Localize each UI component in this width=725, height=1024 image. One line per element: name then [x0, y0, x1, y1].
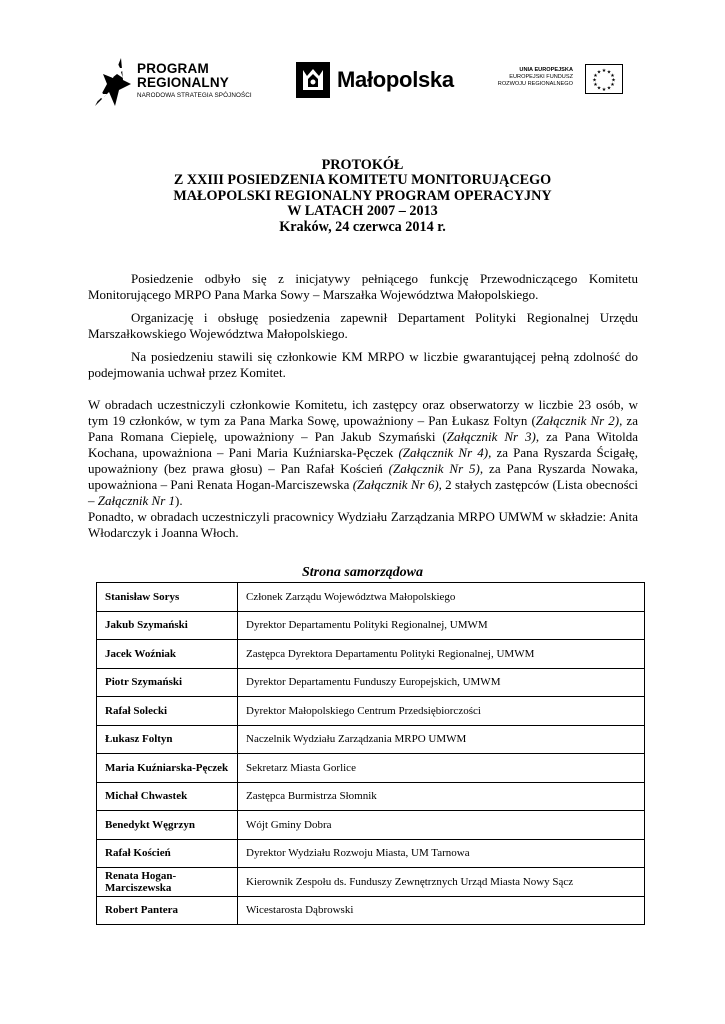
table-row	[97, 668, 645, 697]
attachment-ref: (Załącznik Nr 4),	[398, 445, 492, 460]
title-line-3: MAŁOPOLSKI REGIONALNY PROGRAM OPERACYJNY	[173, 187, 552, 204]
member-role: Zastępca Burmistrza Słomnik	[238, 782, 645, 811]
paragraph-5: Ponadto, w obradach uczestniczyli pracownicy Wydziału Zarządzania MRPO UMWM w składzie: Anita Włodarczyk i Joanna Włoch.	[88, 509, 638, 540]
member-name: Piotr Szymański	[97, 668, 238, 697]
attachment-ref: – Załącznik Nr 1	[88, 493, 176, 508]
malopolska-logo	[296, 62, 466, 98]
table-row	[97, 754, 645, 783]
member-name: Maria Kuźniarska-Pęczek	[97, 754, 238, 783]
member-name: Benedykt Węgrzyn	[97, 811, 238, 840]
member-role: Dyrektor Departamentu Funduszy Europejskich, UMWM	[238, 668, 645, 697]
member-name: Stanisław Sorys	[97, 583, 238, 612]
svg-text:★: ★	[606, 85, 612, 92]
strategia-label: NARODOWA STRATEGIA SPÓJNOŚCI	[137, 92, 252, 99]
eu-label: UNIA EUROPEJSKA	[519, 67, 573, 73]
member-role: Zastępca Dyrektora Departamentu Polityki Regionalnej, UMWM	[238, 640, 645, 669]
paragraph-3: Na posiedzeniu stawili się członkowie KM MRPO w liczbie gwarantującej pełną zdolność do podejmowania uchwał przez Komitet.	[88, 349, 638, 380]
attachment-ref: Załącznik Nr 3)	[446, 429, 536, 444]
table-caption: Strona samorządowa	[302, 565, 423, 580]
p4-text: , za Pana Ryszarda Nowaka, upoważniona – Pani Renata Hogan-Marciszewska	[88, 461, 638, 492]
table-row	[97, 811, 645, 840]
regionalny-label: REGIONALNY	[137, 75, 230, 90]
table-row	[97, 583, 645, 612]
eu-flag-icon	[585, 64, 623, 94]
paragraph-1: Posiedzenie odbyło się z inicjatywy pełniącego funkcję Przewodniczącego Komitetu Monitorującego MRPO Pana Marka Sowy – Marszałka Województwa Małopolskiego.	[88, 271, 638, 302]
p4-text: 2 stałych zastępców (Lista obecności	[441, 477, 639, 492]
p4-text: ).	[175, 493, 183, 508]
eu-logo	[493, 64, 633, 100]
member-role: Dyrektor Departamentu Polityki Regionalnej, UMWM	[238, 611, 645, 640]
document-title	[0, 158, 725, 235]
program-label: PROGRAM	[137, 61, 209, 76]
svg-text:★: ★	[596, 69, 602, 76]
table-row	[97, 839, 645, 868]
attachment-ref: (Załącznik Nr 5)	[388, 461, 480, 476]
title-line-4: W LATACH 2007 – 2013	[287, 203, 438, 220]
member-role: Sekretarz Miasta Gorlice	[238, 754, 645, 783]
svg-text:★: ★	[592, 77, 597, 84]
malopolska-emblem-icon	[296, 62, 330, 98]
p4-text: , za Pana Witolda Kochana, upoważniona – Pani Maria Kuźniarska-Pęczek	[88, 429, 638, 460]
member-role: Członek Zarządu Województwa Małopolskiego	[238, 583, 645, 612]
header-logos	[0, 52, 725, 112]
member-name: Łukasz Foltyn	[97, 725, 238, 754]
table-row	[97, 697, 645, 726]
malopolska-label: Małopolska	[337, 67, 454, 92]
svg-text:★: ★	[611, 77, 616, 84]
svg-text:★: ★	[601, 68, 607, 74]
svg-text:★: ★	[606, 69, 612, 76]
program-regionalny-logo	[93, 52, 268, 108]
p4-text: W obradach uczestniczyli członkowie Komitetu, ich zastępcy oraz obserwatorzy w liczbie 23 osób, w tym 19 członków, w tym za Pana Marka Sowę, upoważniony – Pan Łukasz Foltyn (	[88, 397, 638, 428]
title-date: Kraków, 24 czerwca 2014 r.	[279, 218, 446, 235]
program-regionalny-emblem-icon	[93, 54, 133, 108]
table-row	[97, 868, 645, 897]
table-row	[97, 782, 645, 811]
table-row	[97, 640, 645, 669]
paragraph-2: Organizację i obsługę posiedzenia zapewnił Departament Polityki Regionalnej Urzędu Marszałkowskiego Województwa Małopolskiego.	[88, 310, 638, 341]
svg-text:★: ★	[610, 82, 615, 88]
member-role: Kierownik Zespołu ds. Funduszy Zewnętrznych Urząd Miasta Nowy Sącz	[238, 868, 645, 897]
p4-text: za Pana Ryszarda Ścigałę, upoważniony (bez prawa głosu) – Pan Rafał Koścień	[88, 445, 638, 476]
member-role: Dyrektor Małopolskiego Centrum Przedsiębiorczości	[238, 697, 645, 726]
members-table	[96, 582, 645, 925]
eu-fund-label: EUROPEJSKI FUNDUSZ	[509, 74, 573, 81]
svg-text:★: ★	[601, 87, 607, 93]
table-row	[97, 896, 645, 925]
svg-text:★: ★	[596, 85, 602, 92]
member-name: Rafał Solecki	[97, 697, 238, 726]
table-row	[97, 611, 645, 640]
member-name: Renata Hogan-Marciszewska	[97, 868, 238, 897]
member-role: Dyrektor Wydziału Rozwoju Miasta, UM Tarnowa	[238, 839, 645, 868]
member-name: Rafał Koścień	[97, 839, 238, 868]
member-name: Michał Chwastek	[97, 782, 238, 811]
member-role: Wicestarosta Dąbrowski	[238, 896, 645, 925]
eu-regional-label: ROZWOJU REGIONALNEGO	[497, 81, 573, 88]
title-line-2: Z XXIII POSIEDZENIA KOMITETU MONITORUJĄCEGO	[173, 172, 552, 189]
member-role: Naczelnik Wydziału Zarządzania MRPO UMWM	[238, 725, 645, 754]
attachment-ref: Załącznik Nr 2)	[535, 413, 620, 428]
attachment-ref: (Załącznik Nr 6),	[352, 477, 442, 492]
paragraph-4	[88, 397, 638, 509]
member-name: Jacek Woźniak	[97, 640, 238, 669]
table-row	[97, 725, 645, 754]
svg-text:★: ★	[593, 73, 598, 79]
p4-text: , za Pana Romana Ciepielę, upoważniony – Pan Jakub Szymański (	[88, 413, 638, 444]
member-role: Wójt Gminy Dobra	[238, 811, 645, 840]
member-name: Jakub Szymański	[97, 611, 238, 640]
title-protokol: PROTOKÓŁ	[321, 157, 404, 173]
member-name: Robert Pantera	[97, 896, 238, 925]
svg-text:★: ★	[610, 73, 615, 79]
document-body	[88, 271, 638, 541]
svg-text:★: ★	[593, 82, 598, 88]
